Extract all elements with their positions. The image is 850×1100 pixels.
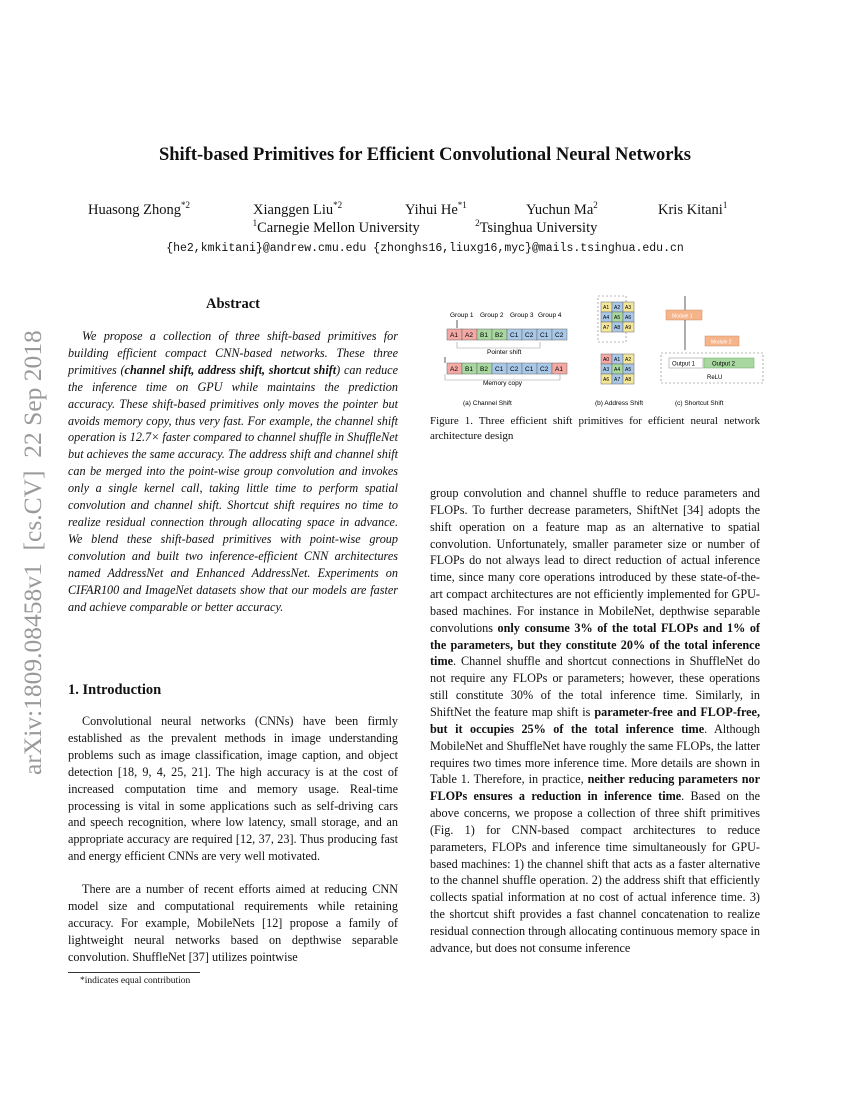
address-grid-bottom-cell-label: A7 (614, 377, 621, 383)
channel-row-1-cell-label: C1 (510, 332, 519, 339)
right-column-text-run: parameter-free and FLOP-free, but it occupies 25% of the total inference time (430, 704, 760, 736)
channel-row-2-cell-label: C2 (540, 366, 549, 373)
address-grid-top (601, 302, 634, 332)
relu-label: ReLU (707, 375, 723, 381)
author-4: Yuchun Ma$^2$ (526, 200, 598, 218)
address-grid-bottom (601, 354, 634, 384)
channel-row-1-cell-label: B1 (480, 332, 488, 339)
right-column-text-run: . Although MobileNet and ShuffleNet have roughly the same FLOPs, the latter requires two times more inference time. More details are shown in Table 1. Therefore, in practice, (430, 721, 760, 787)
output-2-label: Output 2 (712, 361, 736, 368)
right-column-text-run: . Based on the above concerns, we propose a collection of three shift primitives (Fig. 1) for CNN-based compact architectures to reduce parameters, FLOPs and inference time simultaneously for GPU-based machines: 1) the channel shift that acts as a faster alternative to the channel shuffle operation. 2) the address shift that efficiently collects spatial information at no cost of actual inference time. 3) the shortcut shift provides a fast channel concatenation to realize residual connection through allocating continuous memory space in advance, but does not consume inference (430, 789, 760, 955)
address-grid-bottom-cell-label: A0 (603, 357, 610, 363)
abstract-heading: Abstract (206, 296, 260, 312)
paper-title: Shift-based Primitives for Efficient Convolutional Neural Networks (158, 145, 691, 165)
author-emails: {he2,kmkitani}@andrew.cmu.edu {zhonghs16,liuxg16,myc}@mails.tsinghua.edu.cn (166, 242, 684, 255)
abstract-text-run: channel shift, address shift, shortcut shift (124, 362, 337, 377)
address-grid-top-cell-label: A5 (614, 315, 621, 321)
channel-row-2-cell-label: C1 (525, 366, 534, 373)
author-1: Huasong Zhong$^{*2}$ (88, 200, 191, 218)
channel-row-1 (447, 329, 567, 340)
address-grid-top-cell-label: A7 (603, 325, 610, 331)
shortcut-block-top-label: Module 1 (672, 313, 693, 320)
address-grid-bottom-cell-label: A2 (625, 357, 632, 363)
right-column-text-run: neither reducing parameters nor FLOPs ensures a reduction in inference time (430, 772, 761, 804)
shortcut-block-mid-label: Module 2 (711, 339, 732, 346)
address-grid-bottom-cell-label: A8 (625, 377, 632, 383)
address-grid-top-cell-label: A2 (614, 305, 621, 311)
footnote-rule (68, 972, 200, 973)
channel-row-1-cell-label: B2 (495, 332, 503, 339)
abstract-text-run: We propose a collection of three shift-based primitives for building efficient compact CNN-based networks. These three primitives ( (68, 329, 398, 377)
group-3-label: Group 3 (510, 312, 534, 319)
address-grid-top-cell-label: A6 (625, 315, 632, 321)
channel-row-1-cell-label: A1 (450, 332, 458, 339)
channel-row-1-cell-label: A2 (465, 332, 473, 339)
address-grid-bottom-cell-label: A1 (614, 357, 621, 363)
channel-row-2 (447, 363, 567, 374)
pointer-shift-bracket (457, 342, 540, 348)
address-grid-top-cell-label: A9 (625, 325, 632, 331)
intro-paragraph-1: Convolutional neural networks (CNNs) have been firmly established as the prevalent methods in image understanding problems such as image classification, image caption, and object detection [18, 9, 4, 25, 21]. The high accuracy is at the cost of increased computation time and memory usage. Real-time processing is vital in some applications such as self-driving cars and speech recognition, where low latency, small storage, and an appropriate accuracy are required [12, 37, 23]. Thus producing fast and energy efficient CNNs are very well motivated. (68, 714, 398, 864)
channel-row-2-cell-label: B2 (480, 366, 488, 373)
memory-copy-label: Memory copy (483, 380, 523, 387)
address-grid-top-cell-label: A1 (603, 305, 610, 311)
group-2-label: Group 2 (480, 312, 504, 319)
figure-caption: Figure 1. Three efficient shift primitives for efficient neural network architecture design (430, 415, 760, 442)
channel-shift-panel (445, 312, 567, 407)
address-grid-bottom-cell-label: A3 (603, 367, 610, 373)
subfigure-c-label: (c) Shortcut Shift (675, 400, 724, 407)
figure-1-diagram (425, 290, 770, 410)
address-grid-bottom-cell-label: A4 (614, 367, 621, 373)
affiliations (0, 218, 850, 237)
address-grid-bottom-cell-label: A6 (603, 377, 610, 383)
author-5: Kris Kitani$^1$ (658, 200, 728, 218)
shortcut-shift-panel (661, 296, 763, 407)
address-grid-top-cell-label: A3 (625, 305, 632, 311)
affiliation-2: $^2$Tsinghua University (475, 218, 598, 236)
channel-row-2-cell-label: C1 (495, 366, 504, 373)
channel-row-2-cell-label: C2 (510, 366, 519, 373)
group-4-label: Group 4 (538, 312, 562, 319)
intro-paragraph-2: There are a number of recent efforts aimed at reducing CNN model size and computational requirements while retaining accuracy. For example, MobileNets [12] propose a family of lightweight neural networks based on depthwise separable convolution. ShuffleNet [37] utilizes pointwise (68, 882, 398, 964)
pointer-shift-label: Pointer shift (487, 349, 522, 356)
address-grid-bottom-cell-label: A5 (625, 367, 632, 373)
channel-row-2-cell-label: A1 (555, 366, 563, 373)
figure-1 (425, 290, 770, 410)
abstract-body (68, 328, 398, 615)
output-1-label: Output 1 (672, 361, 696, 368)
author-2: Xianggen Liu$^{*2}$ (253, 200, 343, 218)
channel-row-1-cell-label: C2 (555, 332, 564, 339)
channel-row-2-cell-label: A2 (450, 366, 458, 373)
subfigure-b-label: (b) Address Shift (595, 400, 644, 407)
footnote: *indicates equal contribution (80, 976, 191, 986)
address-grid-top-cell-label: A8 (614, 325, 621, 331)
arxiv-identifier-text: arXiv:1809.08458v1 [cs.CV] 22 Sep 2018 (18, 330, 47, 775)
abstract-text-run: ) can reduce the inference time on GPU while maintains the prediction accuracy. These shift-based primitives only moves the pointer but avoids memory copy, thus very fast. For example, the channel shift operation is 12.7× faster compared to channel shuffle in ShuffleNet but achieves the same accuracy. The address shift and channel shift can be merged into the point-wise group convolution and invokes only a single kernel call, taking little time to perform spatial convolution and channel shift. Shortcut shift requires no time to realize residual connection through allocating space in advance. We blend these shift-based primitives with point-wise group convolution and built two inference-efficient CNN architectures named AddressNet and Enhanced AddressNet. Experiments on CIFAR100 and ImageNet datasets show that our models are faster and achieve comparable or better accuracy. (68, 362, 398, 614)
channel-row-1-cell-label: C1 (540, 332, 549, 339)
address-grid-top-cell-label: A4 (603, 315, 610, 321)
arxiv-identifier (3, 300, 53, 780)
subfigure-a-label: (a) Channel Shift (463, 400, 512, 407)
affiliation-1: $^1$Carnegie Mellon University (252, 218, 420, 236)
author-3: Yihui He$^{*1}$ (405, 200, 467, 218)
right-column-text-run: only consume 3% of the total FLOPs and 1% of the parameters, but they constitute 20% of the total inference time (430, 620, 760, 669)
right-column-body (430, 485, 760, 957)
address-shift-panel (595, 296, 643, 407)
channel-row-1-cell-label: C2 (525, 332, 534, 339)
right-column-text-run: group convolution and channel shuffle to reduce parameters and FLOPs. To further decrease parameters, ShiftNet [34] adopts the shift operation on a feature map as an alternative to spatial convolution. Unfortunately, smaller parameter size or number of FLOPs do not always lead to direct reduction of actual inference time, since many core operations introduced by these state-of-the-art compact architectures are not efficiently implemented for GPU-based machines. For instance in MobileNet, depthwise separable convolutions (430, 486, 760, 635)
group-1-label: Group 1 (450, 312, 474, 319)
introduction-heading: 1. Introduction (68, 682, 162, 698)
channel-row-2-cell-label: B1 (465, 366, 473, 373)
right-column-text-run: . Channel shuffle and shortcut connections in ShuffleNet do not require any FLOPs or parameters; however, these operations still constitute 30% of the total inference time. Similarly, in ShiftNet the feature map shift is (430, 654, 760, 719)
